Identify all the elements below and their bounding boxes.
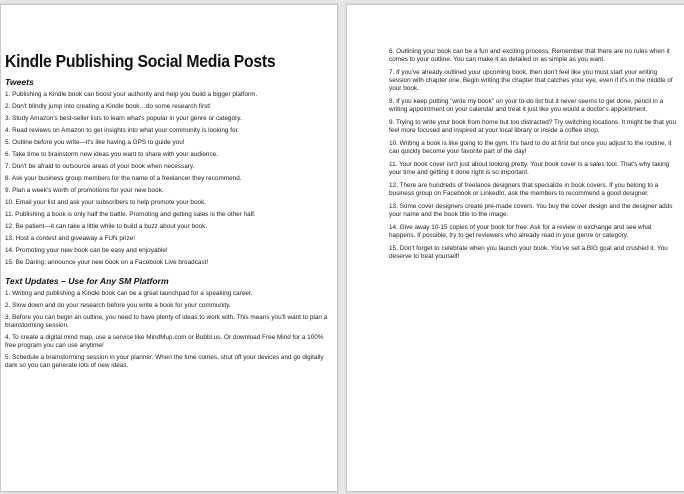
document-title: Kindle Publishing Social Media Posts	[5, 51, 276, 71]
text-update-item: 14. Give away 10-15 copies of your book for free. Ask for a review in exchange and see what happens. If possible, try to get reviewers who already read in your genre or category.	[389, 224, 652, 239]
text-update-item: 5. Schedule a brainstorming session in your planner. When the time comes, shut off your devices and go digitally dark so you can generate lots of new ideas.	[5, 354, 324, 369]
text-update-item: 3. Before you can begin an outline, you need to have plenty of ideas to work with. This means you'll want to plan a brainstorming session.	[5, 314, 328, 329]
text-update-item: 10. Writing a book is like going to the gym. It's hard to do at first but once you adjust to the routine, it can quickly become your favorite part of the day!	[389, 140, 672, 155]
tweet-item: 7. Don't be afraid to outsource areas of your book when necessary.	[5, 163, 195, 170]
text-update-item: 1. Writing and publishing a Kindle book can be a great launchpad for a speaking career.	[5, 290, 253, 297]
tweet-item: 2. Don't blindly jump into creating a Kindle book…do some research first!	[5, 103, 211, 110]
tweet-item: 15. Be Daring: announce your new book on a Facebook Live broadcast!	[5, 259, 209, 266]
tweet-item: 6. Take time to brainstorm new ideas you want to share with your audience.	[5, 151, 219, 158]
text-updates-heading: Text Updates – Use for Any SM Platform	[5, 276, 169, 286]
tweet-item: 9. Plan a week's worth of promotions for your new book.	[5, 187, 164, 194]
tweet-item: 11. Publishing a book is only half the battle. Promoting and getting sales is the other half.	[5, 211, 256, 218]
text-update-item: 12. There are hundreds of freelance designers that specialize in book covers. If you belong to a business group on Facebook or LinkedIn, ask the members to recommend a good designer.	[389, 182, 659, 197]
text-update-item: 2. Slow down and do your research before you write a book for your community.	[5, 302, 231, 309]
text-update-item: 13. Some cover designers create pre-made covers. You buy the cover design and the designer adds your name and the book title to the image.	[389, 203, 673, 218]
page-2-content	[389, 48, 677, 266]
text-update-item: 4. To create a digital mind map, use a service like MindMup.com or Bubbl.us. Or download Free Mind for a 100% free program you can use anytime!	[5, 334, 324, 349]
text-updates-list-continued	[389, 48, 677, 261]
text-update-item: 6. Outlining your book can be a fun and exciting process. Remember that there are no rules when it comes to your outline. You can make it as detailed or as simple as you want.	[389, 48, 670, 63]
tweet-item: 12. Be patient—it can take a little while to build a buzz about your book.	[5, 223, 208, 230]
page-1-content	[5, 51, 333, 374]
tweet-item: 14. Promoting your new book can be easy and enjoyable!	[5, 247, 168, 254]
tweets-heading: Tweets	[5, 77, 34, 87]
tweet-item: 4. Read reviews on Amazon to get insights into what your community is looking for.	[5, 127, 240, 134]
text-updates-list	[5, 290, 333, 370]
tweet-item: 3. Study Amazon's best-seller lists to learn what's popular in your genre or category.	[5, 115, 242, 122]
tweet-item: 1. Publishing a Kindle book can boost your authority and help you build a bigger platform.	[5, 91, 258, 98]
text-update-item: 15. Don't forget to celebrate when you launch your book. You've set a BIG goal and crushed it. You deserve to treat yourself!	[389, 245, 668, 260]
tweets-list	[5, 91, 333, 267]
tweet-item: 13. Host a contest and giveaway a FUN prize!	[5, 235, 136, 242]
text-update-item: 7. If you've already outlined your upcoming book, then don't feel like you must start your writing session with chapter one. Begin writing the chapter that catches your eye, even if it's in the middle of your book.	[389, 69, 673, 92]
document-page-1	[0, 4, 338, 492]
document-page-2	[346, 4, 684, 492]
text-update-item: 9. Trying to write your book from home but too distracted? Try switching locations. It might be that you feel more focused and inspired at your local library or inside a coffee shop.	[389, 119, 677, 134]
tweet-item: 8. Ask your business group members for the name of a freelancer they recommend.	[5, 175, 242, 182]
text-update-item: 8. If you keep putting "write my book" on your to-do list but it never seems to get done, pencil in a writing appointment on your calendar and treat it just like you would a doctor's appointment.	[389, 98, 664, 113]
tweet-item: 5. Outline before you write—it's like having a GPS to guide you!	[5, 139, 185, 146]
tweet-item: 10. Email your list and ask your subscribers to help promote your book.	[5, 199, 207, 206]
text-update-item: 11. Your book cover isn't just about looking pretty. Your book cover is a sales tool. That's why taking your time and getting it done right is so important.	[389, 161, 670, 176]
